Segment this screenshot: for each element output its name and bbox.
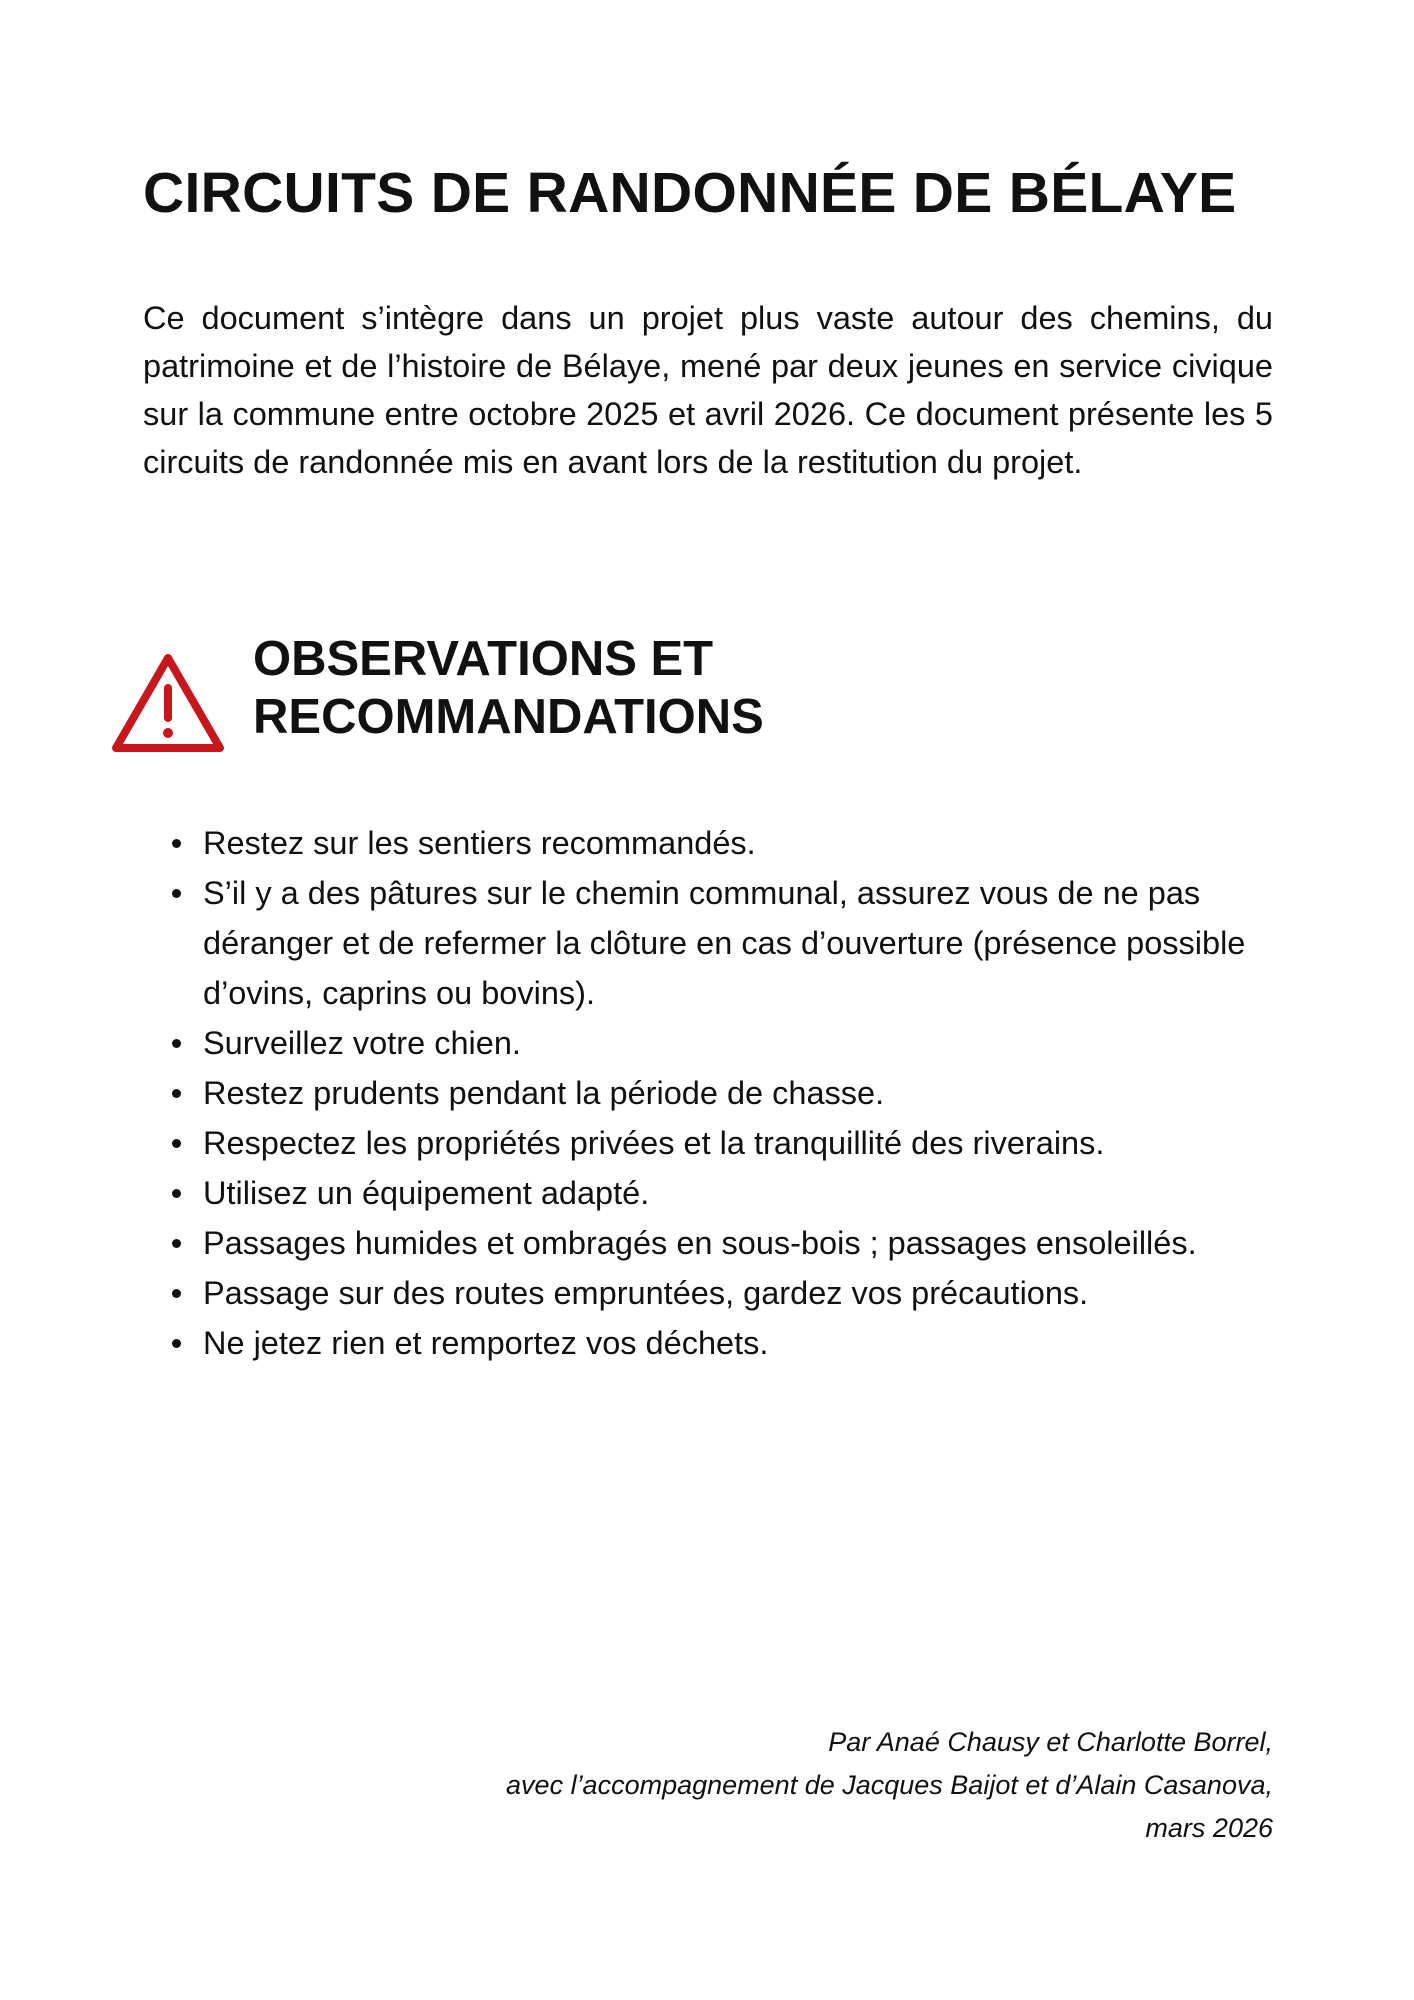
credits-authors: Par Anaé Chausy et Charlotte Borrel, <box>828 1727 1273 1757</box>
bullet-icon <box>172 1189 181 1198</box>
bullet-icon <box>172 1089 181 1098</box>
intro-paragraph: Ce document s’intègre dans un projet plus vaste autour des chemins, du patrimoine et de l’histoire de Bélaye, mené par deux jeunes en service civique sur la commune entre octobre 2025 et avril 2026. Ce document présente les 5 circuits de randonnée mis en avant lors de la restitution du projet. <box>143 300 1273 480</box>
observations-heading-line-1: OBSERVATIONS ET <box>253 632 714 686</box>
list-item <box>163 1218 1273 1268</box>
bullet-icon <box>172 1339 181 1348</box>
list-item-text: S’il y a des pâtures sur le chemin communal, assurez vous de ne pas déranger et de refermer la clôture en cas d’ouverture (présence possible d’ovins, caprins ou bovins). <box>203 875 1246 1011</box>
credits-support: avec l’accompagnement de Jacques Baijot et d’Alain Casanova, <box>506 1770 1273 1800</box>
page-title: CIRCUITS DE RANDONNÉE DE BÉLAYE <box>143 161 1237 225</box>
list-item-text: Passage sur des routes empruntées, gardez vos précautions. <box>203 1275 1089 1311</box>
list-item-text: Ne jetez rien et remportez vos déchets. <box>203 1325 769 1361</box>
observations-heading-line-2: RECOMMANDATIONS <box>253 690 764 744</box>
observations-heading <box>253 630 1253 746</box>
list-item-text: Respectez les propriétés privées et la tranquillité des riverains. <box>203 1125 1105 1161</box>
list-item-text: Passages humides et ombragés en sous-bois ; passages ensoleillés. <box>203 1225 1197 1261</box>
list-item-text: Restez sur les sentiers recommandés. <box>203 825 756 861</box>
bullet-icon <box>172 1289 181 1298</box>
bullet-icon <box>172 1039 181 1048</box>
list-item <box>163 868 1273 1018</box>
bullet-icon <box>172 839 181 848</box>
list-item <box>163 818 1273 868</box>
list-item <box>163 1068 1273 1118</box>
list-item <box>163 1018 1273 1068</box>
list-item <box>163 1318 1273 1368</box>
credits-date: mars 2026 <box>1145 1813 1273 1843</box>
list-item-text: Utilisez un équipement adapté. <box>203 1175 650 1211</box>
list-item <box>163 1118 1273 1168</box>
bullet-icon <box>172 889 181 898</box>
list-item <box>163 1268 1273 1318</box>
list-item <box>163 1168 1273 1218</box>
warning-triangle-icon <box>108 650 228 760</box>
list-item-text: Surveillez votre chien. <box>203 1025 521 1061</box>
list-item-text: Restez prudents pendant la période de chasse. <box>203 1075 885 1111</box>
bullet-icon <box>172 1139 181 1148</box>
credits <box>373 1721 1273 1850</box>
recommendations-list <box>163 818 1273 1368</box>
bullet-icon <box>172 1239 181 1248</box>
